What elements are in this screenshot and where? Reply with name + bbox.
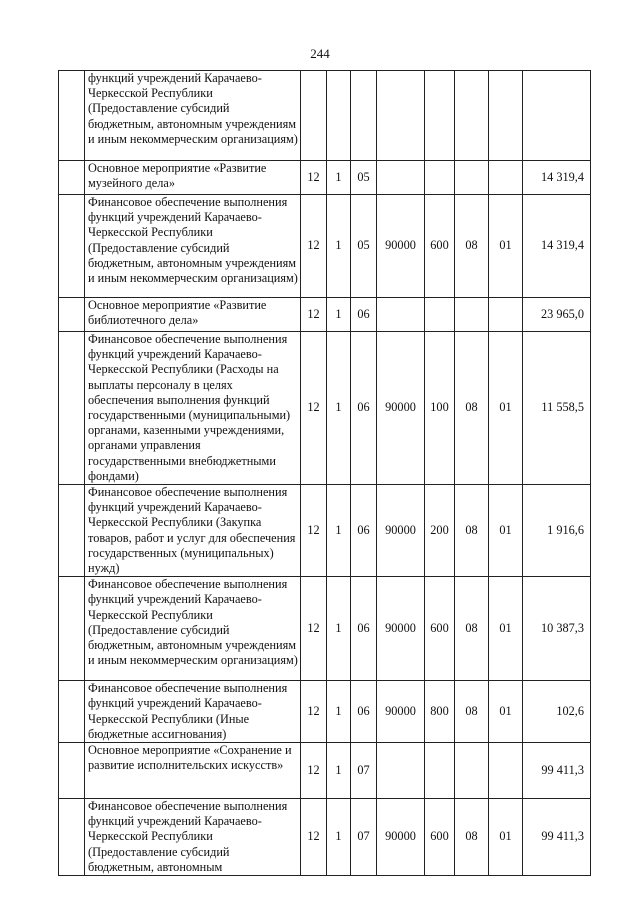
table-row <box>59 332 591 485</box>
row-name: Финансовое обеспечение выполнения функций учреждений Карачаево-Черкесской Республики (Закупка товаров, работ и услуг для обеспечения государственных (муниципальных) нужд) <box>85 485 301 577</box>
code-cell-c4: 90000 <box>377 195 425 298</box>
code-cell-c3: 05 <box>351 161 377 195</box>
code-cell-c5: 600 <box>425 195 455 298</box>
code-cell-c3: 05 <box>351 195 377 298</box>
row-name: Основное мероприятие «Сохранение и развитие исполнительских искусств» <box>85 743 301 799</box>
code-cell-c1: 12 <box>301 799 327 876</box>
code-cell-c5: 600 <box>425 799 455 876</box>
code-cell-c7: 01 <box>489 195 523 298</box>
code-cell-c4 <box>377 161 425 195</box>
row-name: Основное мероприятие «Развитие библиотечного дела» <box>85 298 301 332</box>
code-cell-c1: 12 <box>301 577 327 681</box>
code-cell-c2: 1 <box>327 681 351 743</box>
code-cell-c6: 08 <box>455 195 489 298</box>
blank-cell <box>59 161 85 195</box>
code-cell-c6: 08 <box>455 332 489 485</box>
blank-cell <box>59 71 85 161</box>
code-cell-c6: 08 <box>455 799 489 876</box>
code-cell-c4: 90000 <box>377 485 425 577</box>
blank-cell <box>59 743 85 799</box>
blank-cell <box>59 799 85 876</box>
table-row <box>59 681 591 743</box>
budget-table <box>58 70 591 876</box>
code-cell-c3: 06 <box>351 577 377 681</box>
code-cell-c6: 08 <box>455 577 489 681</box>
table-row <box>59 161 591 195</box>
table-row <box>59 71 591 161</box>
table-row <box>59 743 591 799</box>
blank-cell <box>59 485 85 577</box>
code-cell-c5 <box>425 161 455 195</box>
table-body <box>59 71 591 876</box>
code-cell-c3: 06 <box>351 298 377 332</box>
code-cell-c2: 1 <box>327 161 351 195</box>
code-cell-c1: 12 <box>301 161 327 195</box>
row-name: Финансовое обеспечение выполнения функций учреждений Карачаево-Черкесской Республики (Предоставление субсидий бюджетным, автономным <box>85 799 301 876</box>
code-cell-c6 <box>455 743 489 799</box>
code-cell-c3: 07 <box>351 799 377 876</box>
blank-cell <box>59 195 85 298</box>
table-row <box>59 195 591 298</box>
code-cell-c7: 01 <box>489 799 523 876</box>
code-cell-c7: 01 <box>489 332 523 485</box>
row-name: Финансовое обеспечение выполнения функций учреждений Карачаево-Черкесской Республики (Предоставление субсидий бюджетным, автономным учреждениям и иным некоммерческим организациям) <box>85 577 301 681</box>
code-cell-c4: 90000 <box>377 332 425 485</box>
code-cell-c1: 12 <box>301 332 327 485</box>
code-cell-c3: 06 <box>351 485 377 577</box>
amount-cell: 102,6 <box>523 681 591 743</box>
code-cell-c7 <box>489 298 523 332</box>
code-cell-c3: 07 <box>351 743 377 799</box>
row-name: Финансовое обеспечение выполнения функций учреждений Карачаево-Черкесской Республики (Расходы на выплаты персоналу в целях обеспечения выполнения функций государственными (муниципальными) органами, казенными учреждениями, органами управления государственными внебюджетными фондами) <box>85 332 301 485</box>
code-cell-c5: 100 <box>425 332 455 485</box>
code-cell-c6 <box>455 298 489 332</box>
code-cell-c7 <box>489 71 523 161</box>
code-cell-c4 <box>377 298 425 332</box>
blank-cell <box>59 681 85 743</box>
amount-cell: 14 319,4 <box>523 195 591 298</box>
code-cell-c5 <box>425 298 455 332</box>
code-cell-c5 <box>425 743 455 799</box>
table-row <box>59 799 591 876</box>
amount-cell: 11 558,5 <box>523 332 591 485</box>
table-row <box>59 298 591 332</box>
code-cell-c3: 06 <box>351 681 377 743</box>
code-cell-c5 <box>425 71 455 161</box>
code-cell-c1: 12 <box>301 298 327 332</box>
code-cell-c2: 1 <box>327 577 351 681</box>
code-cell-c5: 200 <box>425 485 455 577</box>
amount-cell: 99 411,3 <box>523 799 591 876</box>
code-cell-c6 <box>455 161 489 195</box>
row-name: Финансовое обеспечение выполнения функций учреждений Карачаево-Черкесской Республики (Иные бюджетные ассигнования) <box>85 681 301 743</box>
page-number: 244 <box>310 46 330 61</box>
code-cell-c7: 01 <box>489 681 523 743</box>
code-cell-c5: 600 <box>425 577 455 681</box>
blank-cell <box>59 577 85 681</box>
code-cell-c7: 01 <box>489 485 523 577</box>
table-row <box>59 485 591 577</box>
code-cell-c7 <box>489 743 523 799</box>
blank-cell <box>59 298 85 332</box>
code-cell-c6 <box>455 71 489 161</box>
amount-cell <box>523 71 591 161</box>
code-cell-c2 <box>327 71 351 161</box>
code-cell-c5: 800 <box>425 681 455 743</box>
code-cell-c1: 12 <box>301 681 327 743</box>
code-cell-c1: 12 <box>301 743 327 799</box>
code-cell-c4 <box>377 743 425 799</box>
code-cell-c1: 12 <box>301 485 327 577</box>
code-cell-c4: 90000 <box>377 577 425 681</box>
code-cell-c7 <box>489 161 523 195</box>
code-cell-c2: 1 <box>327 743 351 799</box>
code-cell-c2: 1 <box>327 799 351 876</box>
code-cell-c4: 90000 <box>377 799 425 876</box>
code-cell-c6: 08 <box>455 485 489 577</box>
code-cell-c2: 1 <box>327 332 351 485</box>
row-name: Основное мероприятие «Развитие музейного дела» <box>85 161 301 195</box>
amount-cell: 10 387,3 <box>523 577 591 681</box>
code-cell-c2: 1 <box>327 298 351 332</box>
table-row <box>59 577 591 681</box>
code-cell-c3 <box>351 71 377 161</box>
row-name: Финансовое обеспечение выполнения функций учреждений Карачаево-Черкесской Республики (Предоставление субсидий бюджетным, автономным учреждениям и иным некоммерческим организациям) <box>85 195 301 298</box>
code-cell-c1 <box>301 71 327 161</box>
code-cell-c3: 06 <box>351 332 377 485</box>
amount-cell: 23 965,0 <box>523 298 591 332</box>
code-cell-c2: 1 <box>327 485 351 577</box>
code-cell-c1: 12 <box>301 195 327 298</box>
amount-cell: 99 411,3 <box>523 743 591 799</box>
code-cell-c7: 01 <box>489 577 523 681</box>
amount-cell: 1 916,6 <box>523 485 591 577</box>
code-cell-c4: 90000 <box>377 681 425 743</box>
code-cell-c4 <box>377 71 425 161</box>
amount-cell: 14 319,4 <box>523 161 591 195</box>
blank-cell <box>59 332 85 485</box>
code-cell-c6: 08 <box>455 681 489 743</box>
row-name: функций учреждений Карачаево-Черкесской Республики (Предоставление субсидий бюджетным, автономным учреждениям и иным некоммерческим организациям) <box>85 71 301 161</box>
code-cell-c2: 1 <box>327 195 351 298</box>
